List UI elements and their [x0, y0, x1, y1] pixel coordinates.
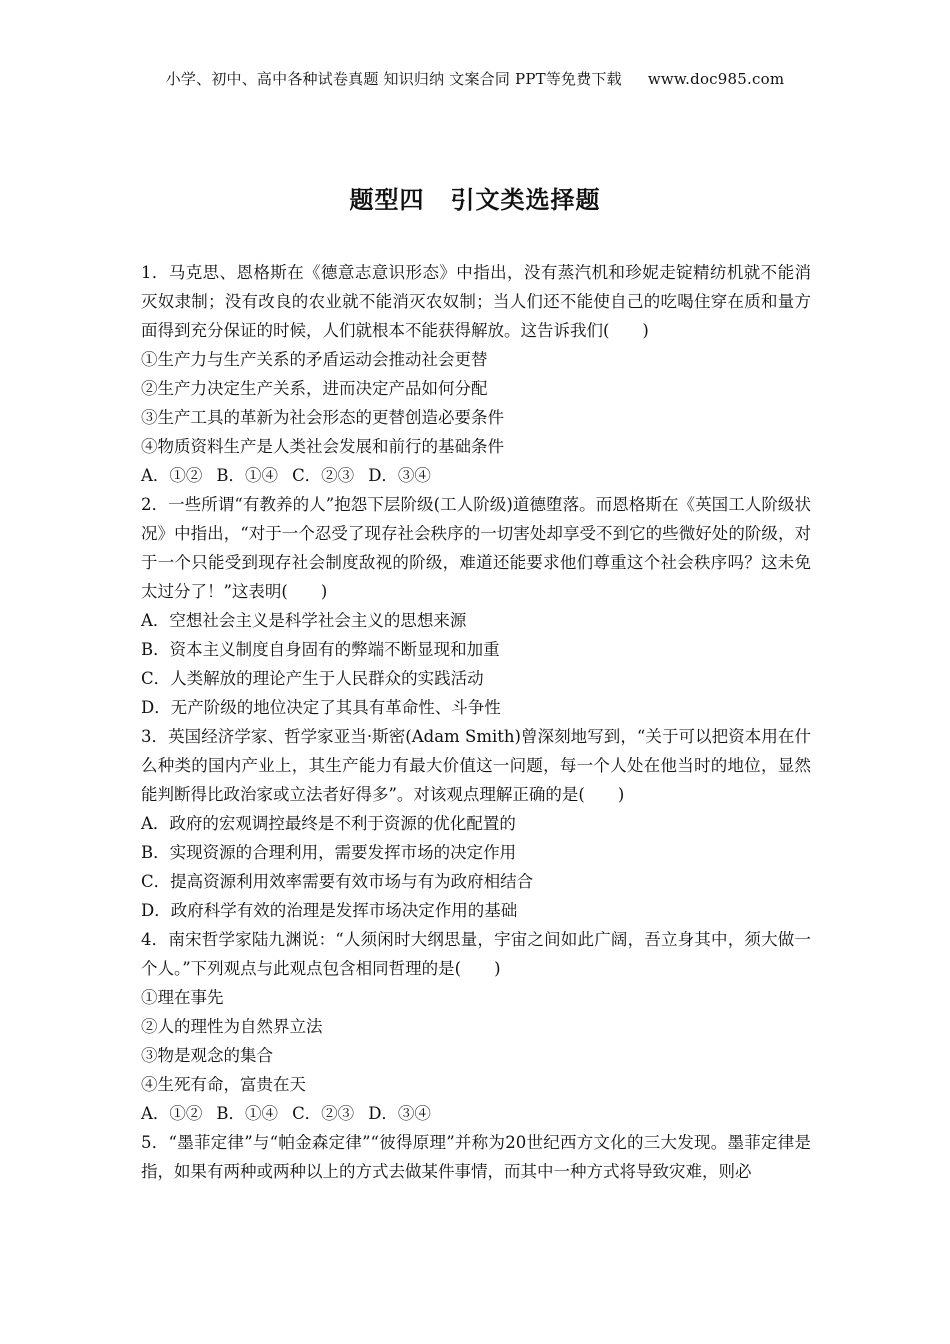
question-1-option-b: B．①④	[216, 466, 279, 485]
question-1-item-4: ④物质资料生产是人类社会发展和前行的基础条件	[141, 437, 504, 456]
question-2-stem: 2．一些所谓“有教养的人”抱怨下层阶级(工人阶级)道德堕落。而恩格斯在《英国工人阶级状况》中指出，“对于一个忍受了现存社会秩序的一切害处却享受不到它的些微好处的阶级，对于一个只能受到现存社会制度敌视的阶级，难道还能要求他们尊重这个社会秩序吗？这未免太过分了！”这表明( )	[141, 495, 811, 601]
title-part2: 引文类选择题	[450, 186, 601, 214]
question-4-item-2: ②人的理性为自然界立法	[141, 1017, 323, 1036]
question-3-option-d: D．政府科学有效的治理是发挥市场决定作用的基础	[141, 901, 518, 920]
header-text: 小学、初中、高中各种试卷真题 知识归纳 文案合同 PPT等免费下载	[165, 70, 622, 88]
question-2-option-c: C．人类解放的理论产生于人民群众的实践活动	[141, 669, 484, 688]
question-4-option-b: B．①④	[216, 1104, 279, 1123]
question-2-option-d: D．无产阶级的地位决定了其具有革命性、斗争性	[141, 698, 501, 717]
title-part1: 题型四	[349, 186, 425, 214]
question-1-option-c: C．②③	[292, 466, 355, 485]
question-5	[141, 1128, 811, 1186]
question-4-options	[141, 1099, 811, 1128]
question-2	[141, 490, 811, 722]
question-3	[141, 722, 811, 925]
question-2-option-b: B．资本主义制度自身固有的弊端不断显现和加重	[141, 640, 500, 659]
question-list	[141, 258, 811, 1186]
question-4-option-c: C．②③	[292, 1104, 355, 1123]
question-4-item-4: ④生死有命，富贵在天	[141, 1075, 306, 1094]
page-title	[0, 180, 950, 215]
question-1-item-3: ③生产工具的革新为社会形态的更替创造必要条件	[141, 408, 504, 427]
question-4	[141, 925, 811, 1128]
question-3-option-a: A．政府的宏观调控最终是不利于资源的优化配置的	[141, 814, 516, 833]
question-1-item-1: ①生产力与生产关系的矛盾运动会推动社会更替	[141, 350, 488, 369]
question-4-option-a: A．①②	[141, 1104, 203, 1123]
question-1-options	[141, 461, 811, 490]
question-1-option-d: D．③④	[368, 466, 431, 485]
question-5-stem: 5．“墨菲定律”与“帕金森定律”“彼得原理”并称为20世纪西方文化的三大发现。墨菲定律是指，如果有两种或两种以上的方式去做某件事情，而其中一种方式将导致灾难，则必	[141, 1133, 811, 1181]
question-4-item-1: ①理在事先	[141, 988, 224, 1007]
question-3-option-c: C．提高资源利用效率需要有效市场与有为政府相结合	[141, 872, 534, 891]
question-1-option-a: A．①②	[141, 466, 203, 485]
question-3-option-b: B．实现资源的合理利用，需要发挥市场的决定作用	[141, 843, 517, 862]
question-1	[141, 258, 811, 490]
question-1-item-2: ②生产力决定生产关系，进而决定产品如何分配	[141, 379, 488, 398]
question-1-stem: 1．马克思、恩格斯在《德意志意识形态》中指出，没有蒸汽机和珍妮走锭精纺机就不能消灭奴隶制；没有改良的农业就不能消灭农奴制；当人们还不能使自己的吃喝住穿在质和量方面得到充分保证的时候，人们就根本不能获得解放。这告诉我们( )	[141, 263, 811, 340]
header-site: www.doc985.com	[647, 70, 785, 88]
page-header	[0, 68, 950, 89]
question-4-stem: 4．南宋哲学家陆九渊说：“人须闲时大纲思量，宇宙之间如此广阔，吾立身其中，须大做一个人。”下列观点与此观点包含相同哲理的是( )	[141, 930, 811, 978]
question-4-option-d: D．③④	[368, 1104, 431, 1123]
question-2-option-a: A．空想社会主义是科学社会主义的思想来源	[141, 611, 467, 630]
question-3-stem: 3．英国经济学家、哲学家亚当·斯密(Adam Smith)曾深刻地写到，“关于可以把资本用在什么种类的国内产业上，其生产能力有最大价值这一问题，每一个人处在他当时的地位，显然能判断得比政治家或立法者好得多”。对该观点理解正确的是( )	[141, 727, 811, 804]
question-4-item-3: ③物是观念的集合	[141, 1046, 273, 1065]
